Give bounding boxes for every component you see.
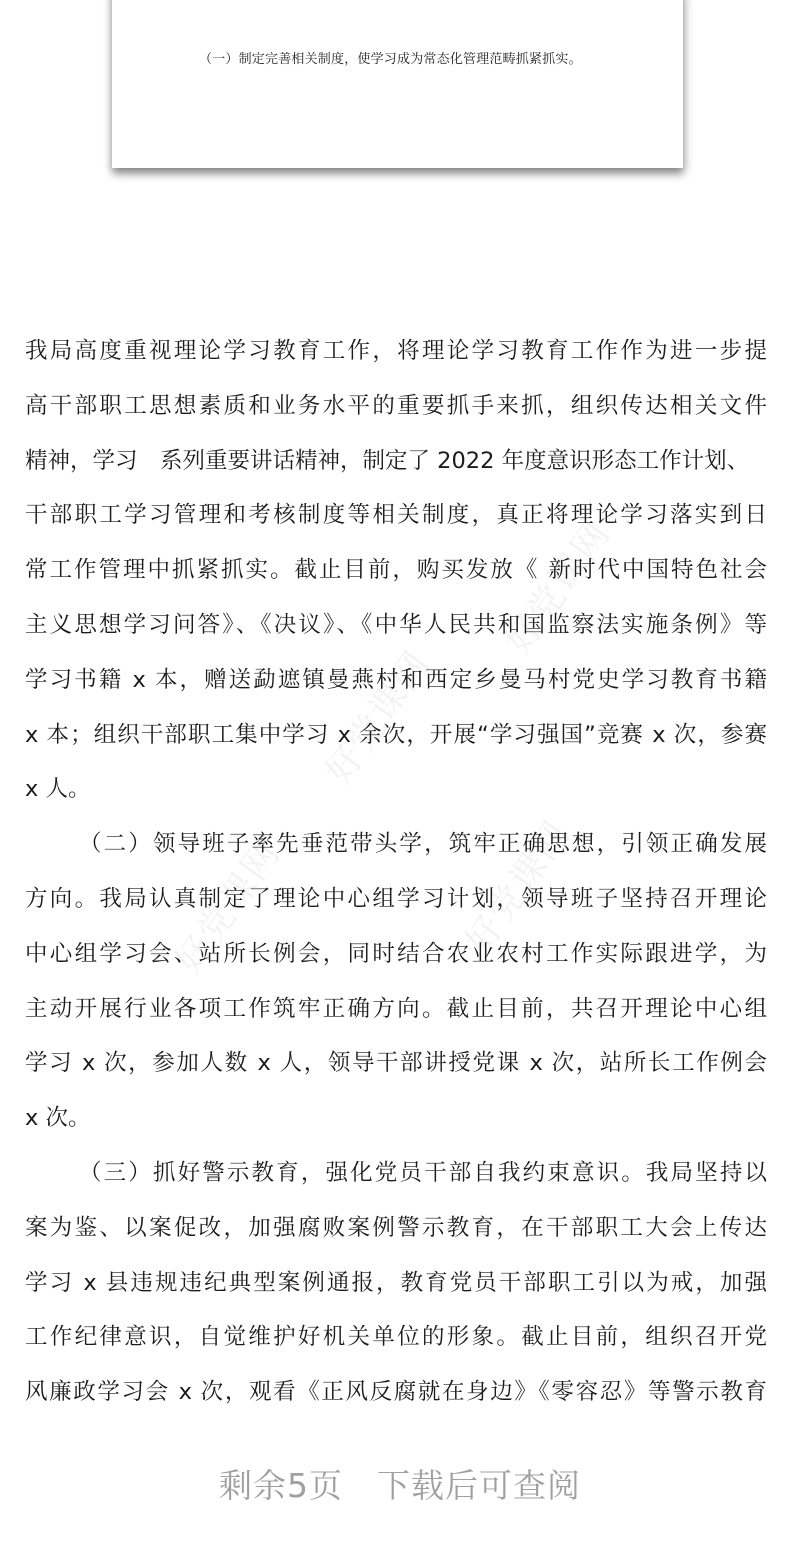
document-preview-card (112, 0, 683, 168)
document-line: （三）抓好警示教育，强化党员干部自我约束意识。我局坚持以 (79, 1159, 767, 1186)
remaining-pages-label[interactable]: 剩余5页 (219, 1466, 343, 1505)
document-line: 常工作管理中抓紧抓实。截止目前，购买发放《 新时代中国特色社会 (25, 557, 767, 584)
document-line: 学习 x 次，参加人数 x 人，领导干部讲授党课 x 次，站所长工作例会 (25, 1050, 767, 1077)
watermark: 好党课网 (318, 643, 439, 792)
document-line: 工作纪律意识，自觉维护好机关单位的形象。截止目前，组织召开党 (25, 1324, 767, 1351)
document-line: 学习 x 县违规违纪典型案例通报，教育党员干部职工引以为戒，加强 (25, 1269, 767, 1296)
document-line: 案为鉴、以案促改，加强腐败案例警示教育，在干部职工大会上传达 (25, 1214, 767, 1241)
document-line: （二）领导班子率先垂范带头学，筑牢正确思想，引领正确发展 (79, 831, 767, 858)
document-line: 高干部职工思想素质和业务水平的重要抓手来抓，组织传达相关文件 (25, 392, 767, 419)
document-line: x 本；组织干部职工集中学习 x 余次，开展“学习强国”竞赛 x 次，参赛 (25, 721, 767, 748)
document-line: x 次。 (25, 1105, 91, 1132)
download-prompt[interactable] (0, 1460, 800, 1507)
watermark: 好党课网 (458, 813, 579, 962)
document-line: 主义思想学习问答》、《决议》、《中华人民共和国监察法实施条例》等 (25, 611, 767, 638)
document-line: 学习书籍 x 本，赠送勐遮镇曼燕村和西定乡曼马村党史学习教育书籍 (25, 666, 767, 693)
document-line: 主动开展行业各项工作筑牢正确方向。截止目前，共召开理论中心组 (25, 995, 767, 1022)
document-line: 风廉政学习会 x 次，观看《正风反腐就在身边》《零容忍》等警示教育 (25, 1379, 767, 1406)
download-hint-label[interactable]: 下载后可查阅 (377, 1466, 581, 1505)
watermark: 好党课网 (168, 833, 289, 982)
watermark: 好党课网 (498, 513, 619, 662)
document-line: 中心组学习会、站所长例会，同时结合农业农村工作实际跟进学，为 (25, 940, 767, 967)
document-line: 干部职工学习管理和考核制度等相关制度，真正将理论学习落实到日 (25, 502, 767, 529)
document-line: 我局高度重视理论学习教育工作，将理论学习教育工作作为进一步提 (25, 338, 767, 364)
document-line: x 人。 (25, 776, 91, 803)
document-body (25, 324, 775, 1420)
document-line: 精神，学习 系列重要讲话精神，制定了 2022 年度意识形态工作计划、 (25, 447, 750, 474)
document-line: 方向。我局认真制定了理论中心组学习计划，领导班子坚持召开理论 (25, 885, 767, 912)
preview-section-heading: （一）制定完善相关制度，使学习成为常态化管理范畴抓紧抓实。 (199, 52, 582, 67)
